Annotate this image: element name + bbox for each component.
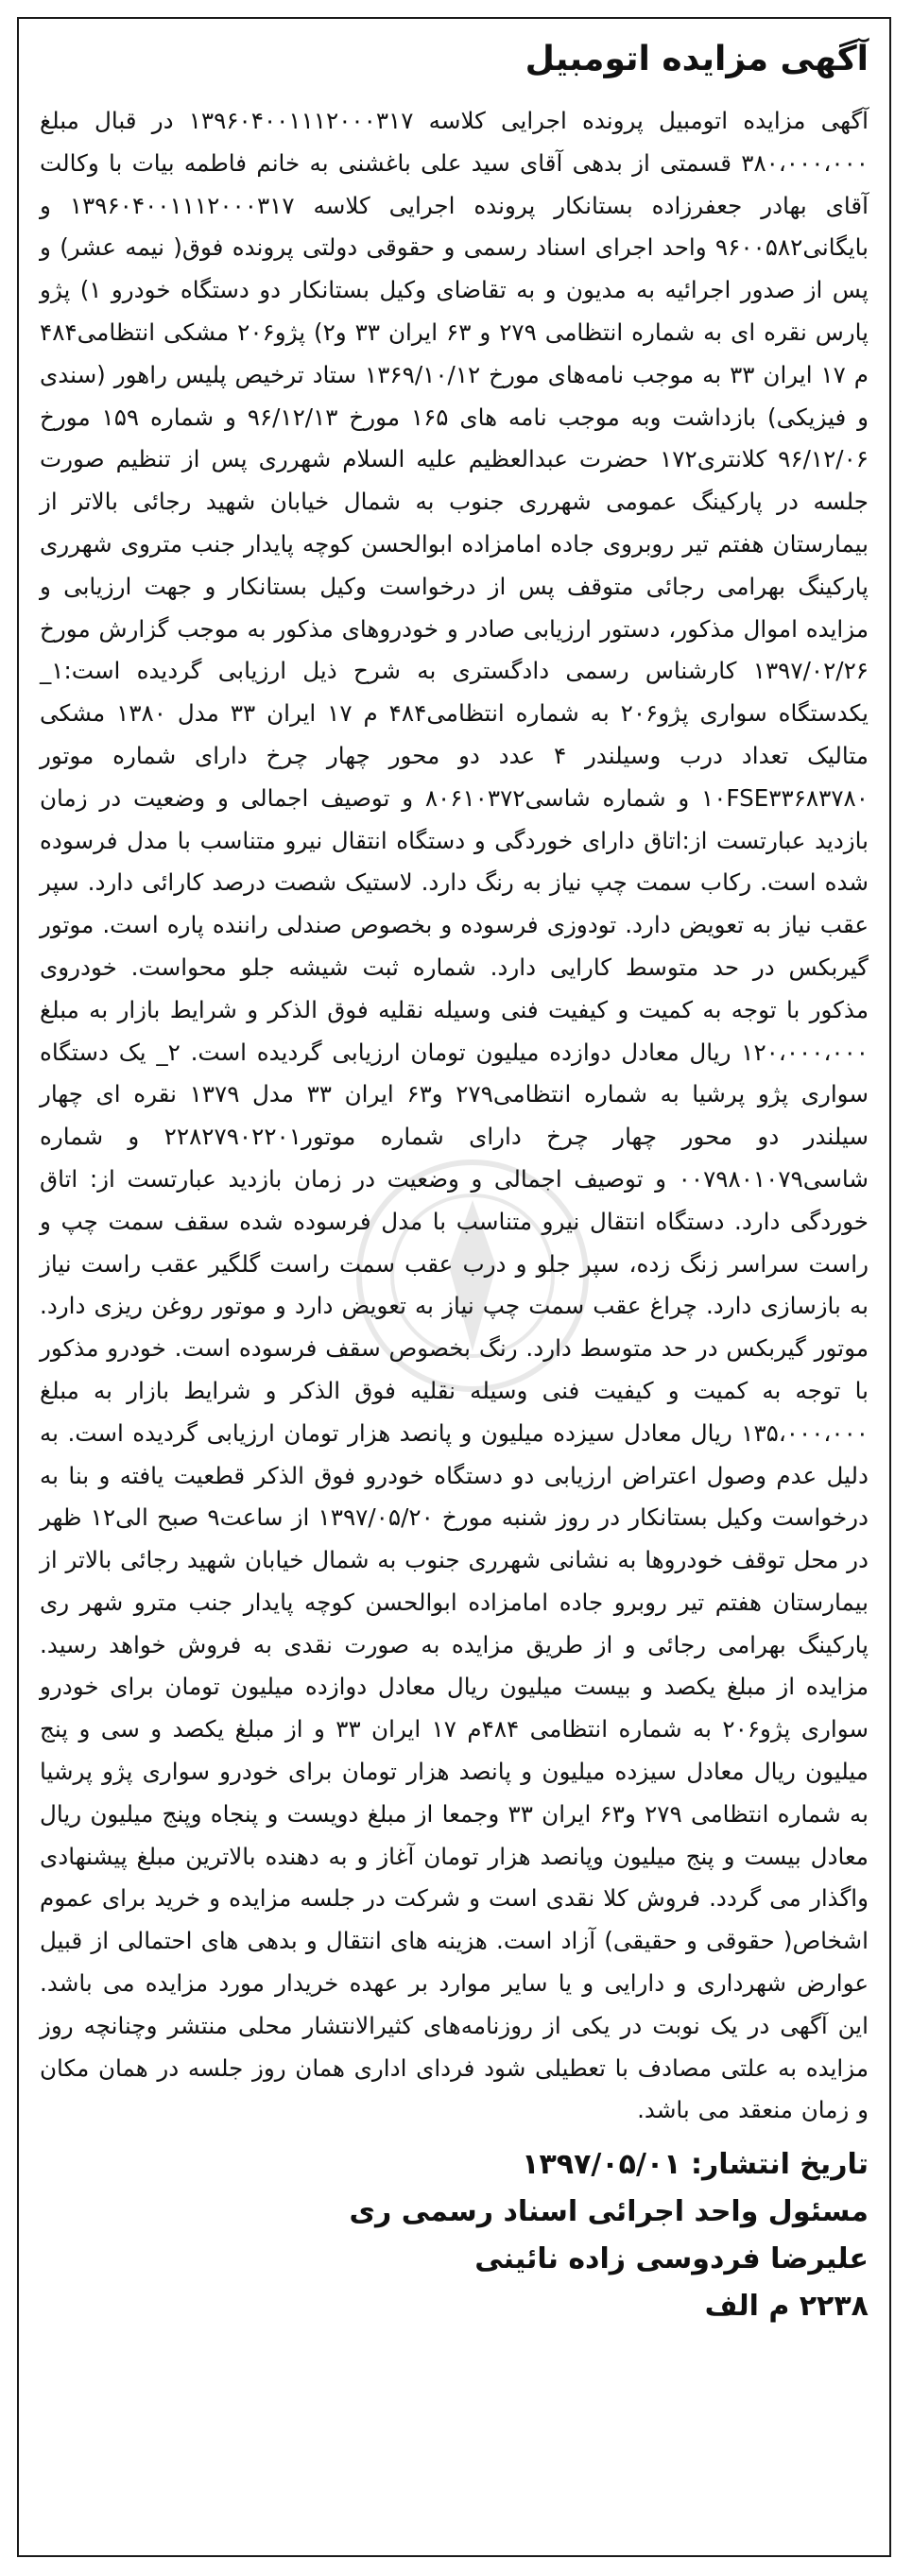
notice-content xyxy=(40,34,869,2330)
issuing-office: مسئول واحد اجرائی اسناد رسمی ری xyxy=(349,2195,869,2229)
official-name: علیرضا فردوسی زاده نائینی xyxy=(474,2242,869,2276)
reference-code: ۲۲۳۸ م الف xyxy=(704,2290,869,2324)
publish-date: تاریخ انتشار: ۱۳۹۷/۰۵/۰۱ xyxy=(522,2148,869,2182)
notice-footer xyxy=(40,2141,869,2330)
notice-title: آگهی مزایده اتومبیل xyxy=(525,40,869,78)
notice-body: آگهی مزایده اتومبیل پرونده اجرایی کلاسه ۱۳۹۶۰۴۰۰۱۱۱۲۰۰۰۳۱۷ در قبال مبلغ ۳۸۰،۰۰۰،۰۰۰ قسمتی از بدهی آقای سید علی باغشنی به خانم فاطمه بیات با وکالت آقای بهادر جعفرزاده بستانکار پرونده اجرایی کلاسه ۱۳۹۶۰۴۰۰۱۱۱۲۰۰۰۳۱۷ و بایگانی۹۶۰۰۵۸۲ واحد اجرای اسناد رسمی و حقوقی دولتی پرونده فوق( نیمه عشر) و پس از صدور اجرائیه به مدیون و به تقاضای وکیل بستانکار دو دستگاه خودرو ۱) پژو پارس نقره ای به شماره انتظامی ۲۷۹ و ۶۳ ایران ۳۳ و۲) پژو۲۰۶ مشکی انتظامی۴۸۴ م ۱۷ ایران ۳۳ به موجب نامه‌های مورخ ۱۳۶۹/۱۰/۱۲ ستاد ترخیص پلیس راهور (سندی و فیزیکی) بازداشت وبه موجب نامه های ۱۶۵ مورخ ۹۶/۱۲/۱۳ و شماره ۱۵۹ مورخ ۹۶/۱۲/۰۶ کلانتری۱۷۲ حضرت عبدالعظیم علیه السلام شهرری پس از تنظیم صورت جلسه در پارکینگ عمومی شهرری جنوب به شمال خیابان شهید رجائی بالاتر از بیمارستان هفتم تیر روبروی جاده امامزاده ابوالحسن کوچه پایدار جنب متروی شهرری پارکینگ بهرامی رجائی متوقف پس از درخواست وکیل بستانکار و جهت ارزیابی و مزایده اموال مذکور، دستور ارزیابی صادر و خودروهای مذکور به موجب گزارش مورخ ۱۳۹۷/۰۲/۲۶ کارشناس رسمی دادگستری به شرح ذیل ارزیابی گردیده است:۱_ یکدستگاه سواری پژو۲۰۶ به شماره انتظامی۴۸۴ م ۱۷ ایران ۳۳ مدل ۱۳۸۰ مشکی متالیک تعداد درب وسیلندر ۴ عدد دو محور چهار چرخ دارای شماره موتور ۱۰FSE۳۳۶۸۳۷۸۰ و شماره شاسی۸۰۶۱۰۳۷۲ و توصیف اجمالی و وضعیت در زمان بازدید عبارتست از:اتاق دارای خوردگی و دستگاه انتقال نیرو متناسب با مدل فرسوده شده است. رکاب سمت چپ نیاز به رنگ دارد. لاستیک شصت درصد کارائی دارد. سپر عقب نیاز به تعویض دارد. تودوزی فرسوده و بخصوص صندلی راننده پاره است. موتور گیربکس در حد متوسط کارایی دارد. شماره ثبت شیشه جلو محواست. خودروی مذکور با توجه به کمیت و کیفیت فنی وسیله نقلیه فوق الذکر و شرایط بازار به مبلغ ۱۲۰،۰۰۰،۰۰۰ ریال معادل دوازده میلیون تومان ارزیابی گردیده است. ۲_ یک دستگاه سواری پژو پرشیا به شماره انتظامی۲۷۹ و۶۳ ایران ۳۳ مدل ۱۳۷۹ نقره ای چهار سیلندر دو محور چهار چرخ دارای شماره موتور۲۲۸۲۷۹۰۲۲۰۱ و شماره شاسی۰۰۷۹۸۰۱۰۷۹ و توصیف اجمالی و وضعیت در زمان بازدید عبارتست از: اتاق خوردگی دارد. دستگاه انتقال نیرو متناسب با مدل فرسوده شده سقف سمت چپ و راست سراسر زنگ زده، سپر جلو و درب عقب سمت راست گلگیر عقب راست نیاز به بازسازی دارد. چراغ عقب سمت چپ نیاز به تعویض دارد و موتور روغن ریزی دارد. موتور گیربکس در حد متوسط دارد. رنگ بخصوص سقف فرسوده است. خودرو مذکور با توجه به کمیت و کیفیت فنی وسیله نقلیه فوق الذکر و شرایط بازار به مبلغ ۱۳۵،۰۰۰،۰۰۰ ریال معادل سیزده میلیون و پانصد هزار تومان ارزیابی گردیده است. به دلیل عدم وصول اعتراض ارزیابی دو دستگاه خودرو فوق الذکر قطعیت یافته و بنا به درخواست وکیل بستانکار در روز شنبه مورخ ۱۳۹۷/۰۵/۲۰ از ساعت۹ صبح الی۱۲ ظهر در محل توقف خودروها به نشانی شهرری جنوب به شمال خیابان شهید رجائی بالاتر از بیمارستان هفتم تیر روبرو جاده امامزاده ابوالحسن کوچه پایدار جنب مترو شهر ری پارکینگ بهرامی رجائی و از طریق مزایده به صورت نقدی به فروش خواهد رسید. مزایده از مبلغ یکصد و بیست میلیون ریال معادل دوازده میلیون تومان برای خودرو سواری پژو۲۰۶ به شماره انتظامی ۴۸۴م ۱۷ ایران ۳۳ و از مبلغ یکصد و سی و پنج میلیون ریال معادل سیزده میلیون و پانصد هزار تومان برای خودرو سواری پژو پرشیا به شماره انتظامی ۲۷۹ و۶۳ ایران ۳۳ وجمعا از مبلغ دویست و پنجاه وپنج میلیون ریال معادل بیست و پنج میلیون وپانصد هزار تومان آغاز و به دهنده بالاترین مبلغ پیشنهادی واگذار می گردد. فروش کلا نقدی است و شرکت در جلسه مزایده و خرید برای عموم اشخاص( حقوقی و حقیقی) آزاد است. هزینه های انتقال و بدهی های احتمالی از قبیل عوارض شهرداری و دارایی و یا سایر موارد بر عهده خریدار مورد مزایده می باشد. این آگهی در یک نوبت در یکی از روزنامه‌های کثیرالانتشار محلی منتشر وچنانچه روز مزایده به علتی مصادف با تعطیلی شود فردای اداری همان روز جلسه در همان مکان و زمان منعقد می باشد. xyxy=(40,107,869,2124)
notice-frame xyxy=(17,17,891,2557)
